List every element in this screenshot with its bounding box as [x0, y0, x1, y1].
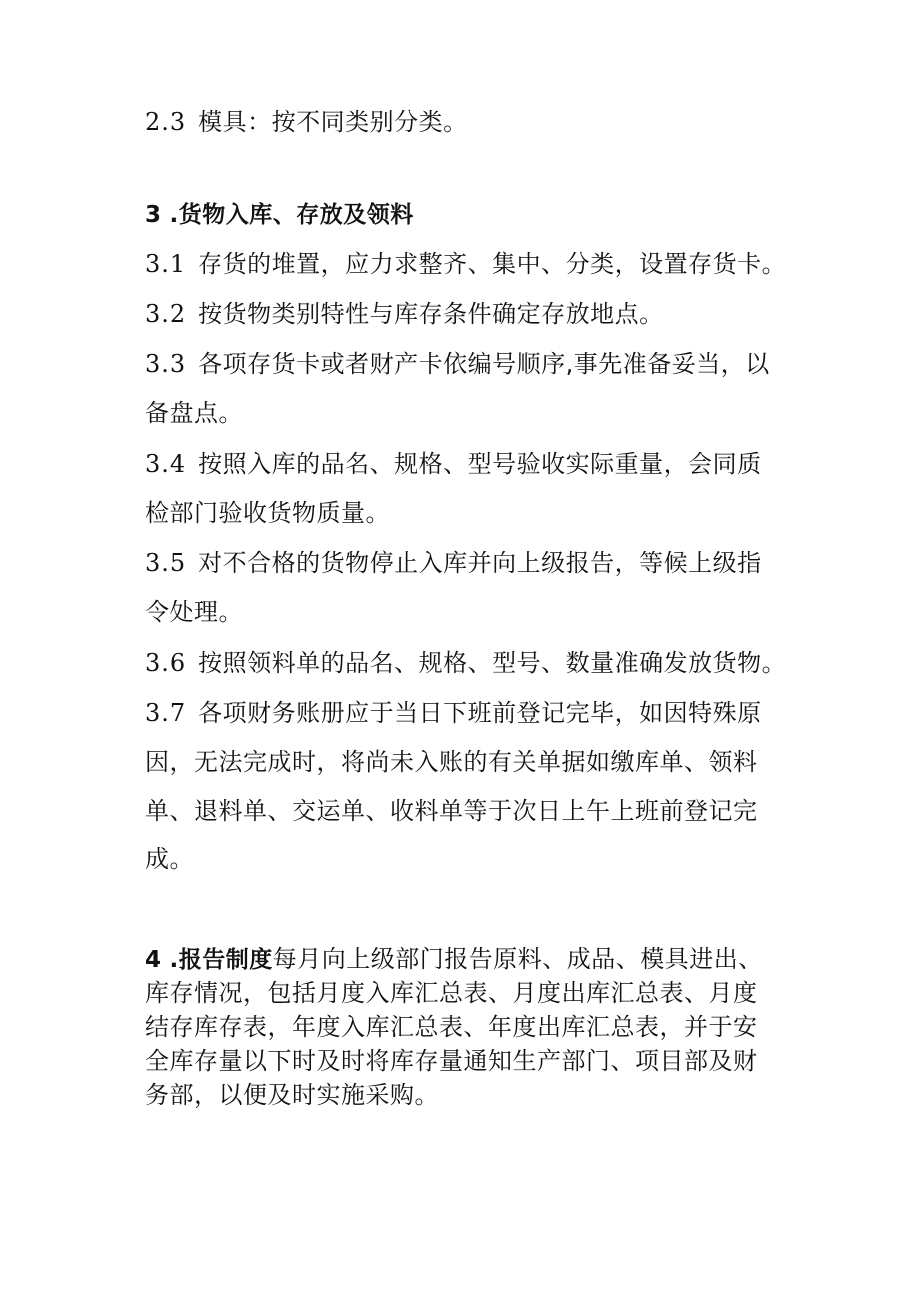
item-text: 成。	[145, 845, 194, 873]
heading-number: 4	[145, 947, 162, 973]
section-4-line-4	[145, 1045, 758, 1077]
item-text: 各项财务账册应于当日下班前登记完毕，如因特殊原	[198, 699, 762, 727]
heading-text: .货物入库、存放及领料	[169, 202, 414, 228]
item-3-1	[145, 248, 786, 280]
item-number: 3.4	[145, 450, 187, 478]
item-text: 检部门验收货物质量。	[145, 499, 390, 527]
item-text: 模具：按不同类别分类。	[198, 108, 468, 136]
section-4-line-2	[145, 977, 758, 1009]
item-text: 按货物类别特性与库存条件确定存放地点。	[198, 300, 664, 328]
section-3-heading	[145, 199, 414, 231]
item-3-4	[145, 448, 762, 480]
item-3-5-cont	[145, 596, 243, 628]
paragraph-text: 全库存量以下时及时将库存量通知生产部门、项目部及财	[145, 1047, 758, 1075]
item-3-7	[145, 697, 762, 729]
item-2-3	[145, 106, 468, 138]
item-3-2	[145, 298, 664, 330]
item-text: 按照入库的品名、规格、型号验收实际重量，会同质	[198, 450, 762, 478]
item-3-3	[145, 348, 770, 380]
item-number: 3.2	[145, 300, 187, 328]
paragraph-text: 务部，以便及时实施采购。	[145, 1081, 439, 1109]
item-text: 因，无法完成时，将尚未入账的有关单据如缴库单、领料	[145, 748, 758, 776]
heading-number: 3	[145, 202, 162, 228]
item-3-4-cont	[145, 497, 390, 529]
item-text: 单、退料单、交运单、收料单等于次日上午上班前登记完	[145, 797, 758, 825]
item-number: 3.1	[145, 250, 187, 278]
item-3-7-cont-1	[145, 746, 758, 778]
item-number: 3.3	[145, 350, 187, 378]
heading-text: .报告制度	[169, 947, 273, 973]
item-text: 按照领料单的品名、规格、型号、数量准确发放货物。	[198, 649, 787, 677]
item-text: 存货的堆置，应力求整齐、集中、分类，设置存货卡。	[198, 250, 787, 278]
item-text: 备盘点。	[145, 399, 243, 427]
item-3-5	[145, 547, 762, 579]
paragraph-text: 每月向上级部门报告原料、成品、模具进出、	[272, 945, 763, 973]
item-number: 3.5	[145, 549, 187, 577]
item-3-6	[145, 647, 786, 679]
item-3-7-cont-2	[145, 795, 758, 827]
section-4-line-5	[145, 1079, 439, 1111]
paragraph-text: 库存情况，包括月度入库汇总表、月度出库汇总表、月度	[145, 979, 758, 1007]
section-4-first-line	[145, 943, 763, 976]
item-number: 3.7	[145, 699, 187, 727]
item-number: 3.6	[145, 649, 187, 677]
paragraph-text: 结存库存表，年度入库汇总表、年度出库汇总表，并于安	[145, 1013, 758, 1041]
item-3-7-cont-3	[145, 843, 194, 875]
item-text: 各项存货卡或者财产卡依编号顺序,事先准备妥当，以	[198, 350, 770, 378]
item-3-3-cont	[145, 397, 243, 429]
item-text: 令处理。	[145, 598, 243, 626]
item-text: 对不合格的货物停止入库并向上级报告，等候上级指	[198, 549, 762, 577]
item-number: 2.3	[145, 108, 187, 136]
section-4-line-3	[145, 1011, 758, 1043]
